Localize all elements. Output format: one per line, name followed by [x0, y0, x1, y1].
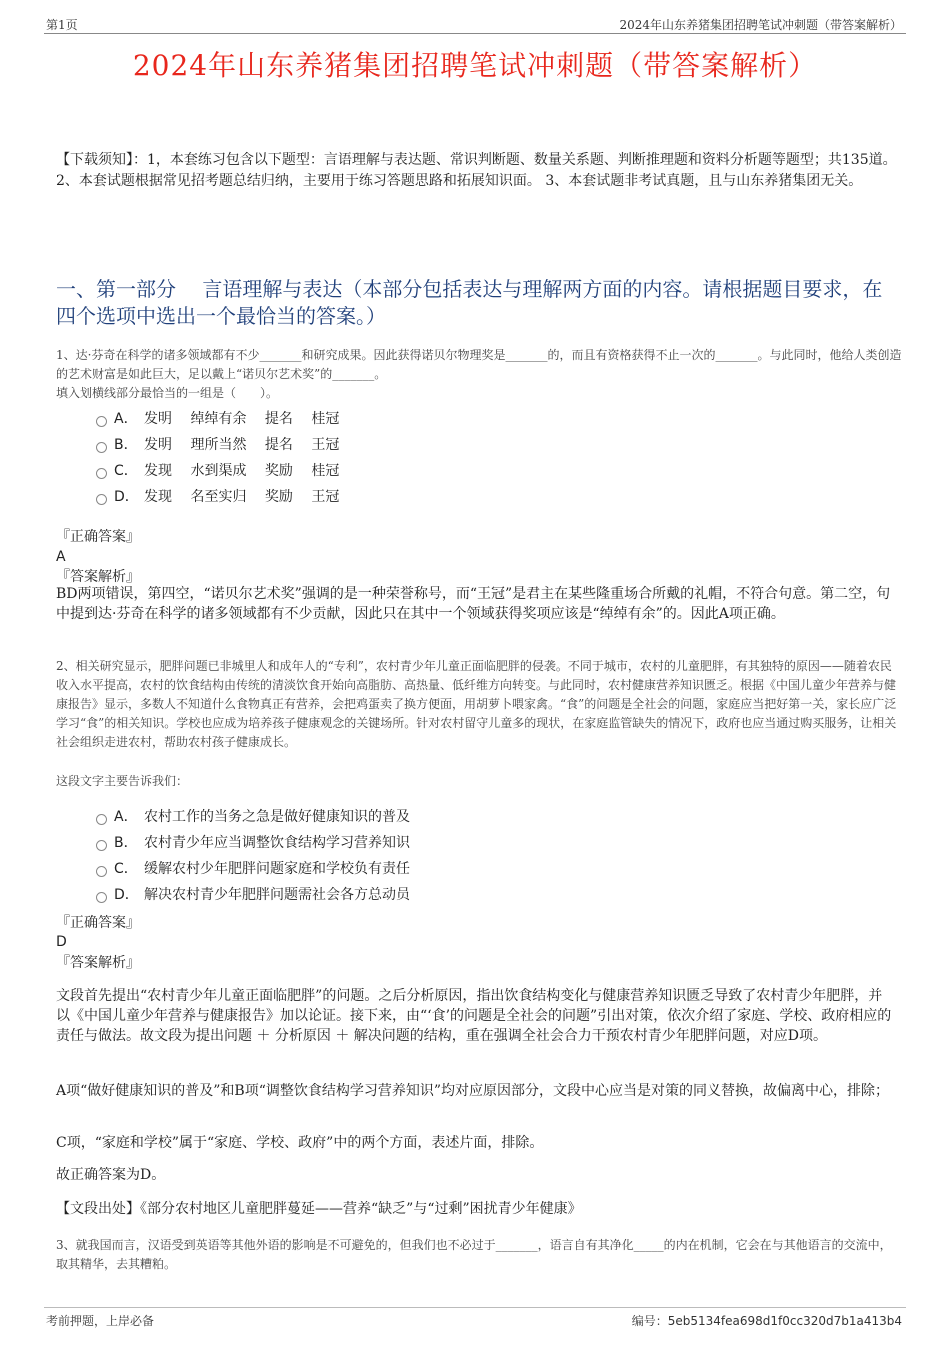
radio-button[interactable] [96, 814, 107, 825]
footer-divider [44, 1307, 906, 1308]
question-1-answer: A [56, 549, 66, 565]
question-2-analysis-heading: 『答案解析』 [56, 955, 140, 971]
radio-button[interactable] [96, 892, 107, 903]
page-number: 第1页 [46, 18, 78, 32]
question-1-analysis: BD两项错误，第四空，“诺贝尔艺术奖”强调的是一种荣誉称号，而“王冠”是君主在某些隆重场合所戴的礼帽，不符合句意。第二空，句中提到达·芬奇在科学的诸多领域都有不少贡献，因此只在其中一个领域获得奖项应该是“绰绰有余”的。因此A项正确。 [56, 586, 891, 622]
radio-button[interactable] [96, 416, 107, 427]
radio-button[interactable] [96, 866, 107, 877]
page-title: 2024年山东养猪集团招聘笔试冲刺题（带答案解析） [132, 49, 818, 82]
footer-doc-id: 编号：5eb5134fea698d1f0cc320d7b1a413b4 [631, 1314, 902, 1328]
question-2-prompt: 这段文字主要告诉我们： [56, 774, 189, 788]
radio-button[interactable] [96, 442, 107, 453]
header-doc-title: 2024年山东养猪集团招聘笔试冲刺题（带答案解析） [619, 18, 902, 32]
question-1-analysis-heading: 『答案解析』 [56, 569, 140, 585]
question-2-stem: 2、相关研究显示，肥胖问题已非城里人和成年人的“专利”，农村青少年儿童正面临肥胖的侵袭。不同于城市，农村的儿童肥胖，有其独特的原因——随着农民收入水平提高，农村的饮食结构由传统的清淡饮食开始向高脂肪、高热量、低纤维方向转变。与此同时，农村健康营养知识匮乏。根据《中国儿童少年营养与健康报告》显示，多数人不知道什么食物真正有营养，会把鸡蛋卖了换方便面，用胡萝卜喂家禽。“食”的问题是全社会的问题，家庭应当把好第一关，家长应广泛学习“食”的相关知识。学校也应成为培养孩子健康观念的关键场所。针对农村留守儿童多的现状，在家庭监管缺失的情况下，政府也应当通过购买服务，让相关社会组织走进农村，帮助农村孩子健康成长。 [56, 659, 897, 749]
question-1-prompt: 填入划横线部分最恰当的一组是（ ）。 [56, 386, 279, 400]
question-2-source: 【文段出处】《部分农村地区儿童肥胖蔓延——营养“缺乏”与“过剩”困扰青少年健康》 [56, 1201, 582, 1217]
section-heading: 一、第一部分 言语理解与表达（本部分包括表达与理解两方面的内容。请根据题目要求，在四个选项中选出一个最恰当的答案。） [56, 277, 883, 328]
footer-slogan: 考前押题，上岸必备 [46, 1314, 155, 1328]
question-2-analysis-p1: 文段首先提出“农村青少年儿童正面临肥胖”的问题。之后分析原因，指出饮食结构变化与健康营养知识匮乏导致了农村青少年肥胖，并以《中国儿童少年营养与健康报告》加以论证。接下来，由“‘食’的问题是全社会的问题”引出对策，依次介绍了家庭、学校、政府相应的责任与做法。故文段为提出问题 ＋ 分析原因 ＋ 解决问题的结构，重在强调全社会合力干预农村青少年肥胖问题，对应D项。 [56, 988, 892, 1044]
question-2-analysis-p4: 故正确答案为D。 [56, 1167, 166, 1183]
question-1-answer-heading: 『正确答案』 [56, 529, 140, 545]
radio-button[interactable] [96, 494, 107, 505]
download-notice: 【下载须知】：1，本套练习包含以下题型：言语理解与表达题、常识判断题、数量关系题、判断推理题和资料分析题等题型；共135道。 2、本套试题根据常见招考题总结归纳，主要用于练习答题思路和拓展知识面。 3、本套试题非考试真题，且与山东养猪集团无关。 [56, 152, 897, 189]
question-2-answer: D [56, 934, 67, 950]
question-2-analysis-p3: C项，“家庭和学校”属于“家庭、学校、政府”中的两个方面，表述片面，排除。 [56, 1135, 544, 1151]
question-1-stem: 1、达·芬奇在科学的诸多领域都有不少_______和研究成果。因此获得诺贝尔物理奖是_______的，而且有资格获得不止一次的_______。与此同时，他给人类创造的艺术财富是如此巨大，足以戴上“诺贝尔艺术奖”的_______。 [56, 348, 902, 381]
radio-button[interactable] [96, 468, 107, 479]
question-3-stem: 3、就我国而言，汉语受到英语等其他外语的影响是不可避免的，但我们也不必过于_______，语言自有其净化_____的内在机制，它会在与其他语言的交流中，取其精华，去其糟粕。 [56, 1238, 892, 1271]
question-2-analysis-p2: A项“做好健康知识的普及”和B项“调整饮食结构学习营养知识”均对应原因部分，文段中心应当是对策的同义替换，故偏离中心，排除； [56, 1083, 890, 1099]
header-divider [44, 33, 906, 34]
question-2-answer-heading: 『正确答案』 [56, 915, 140, 931]
radio-button[interactable] [96, 840, 107, 851]
page-header [44, 14, 906, 34]
